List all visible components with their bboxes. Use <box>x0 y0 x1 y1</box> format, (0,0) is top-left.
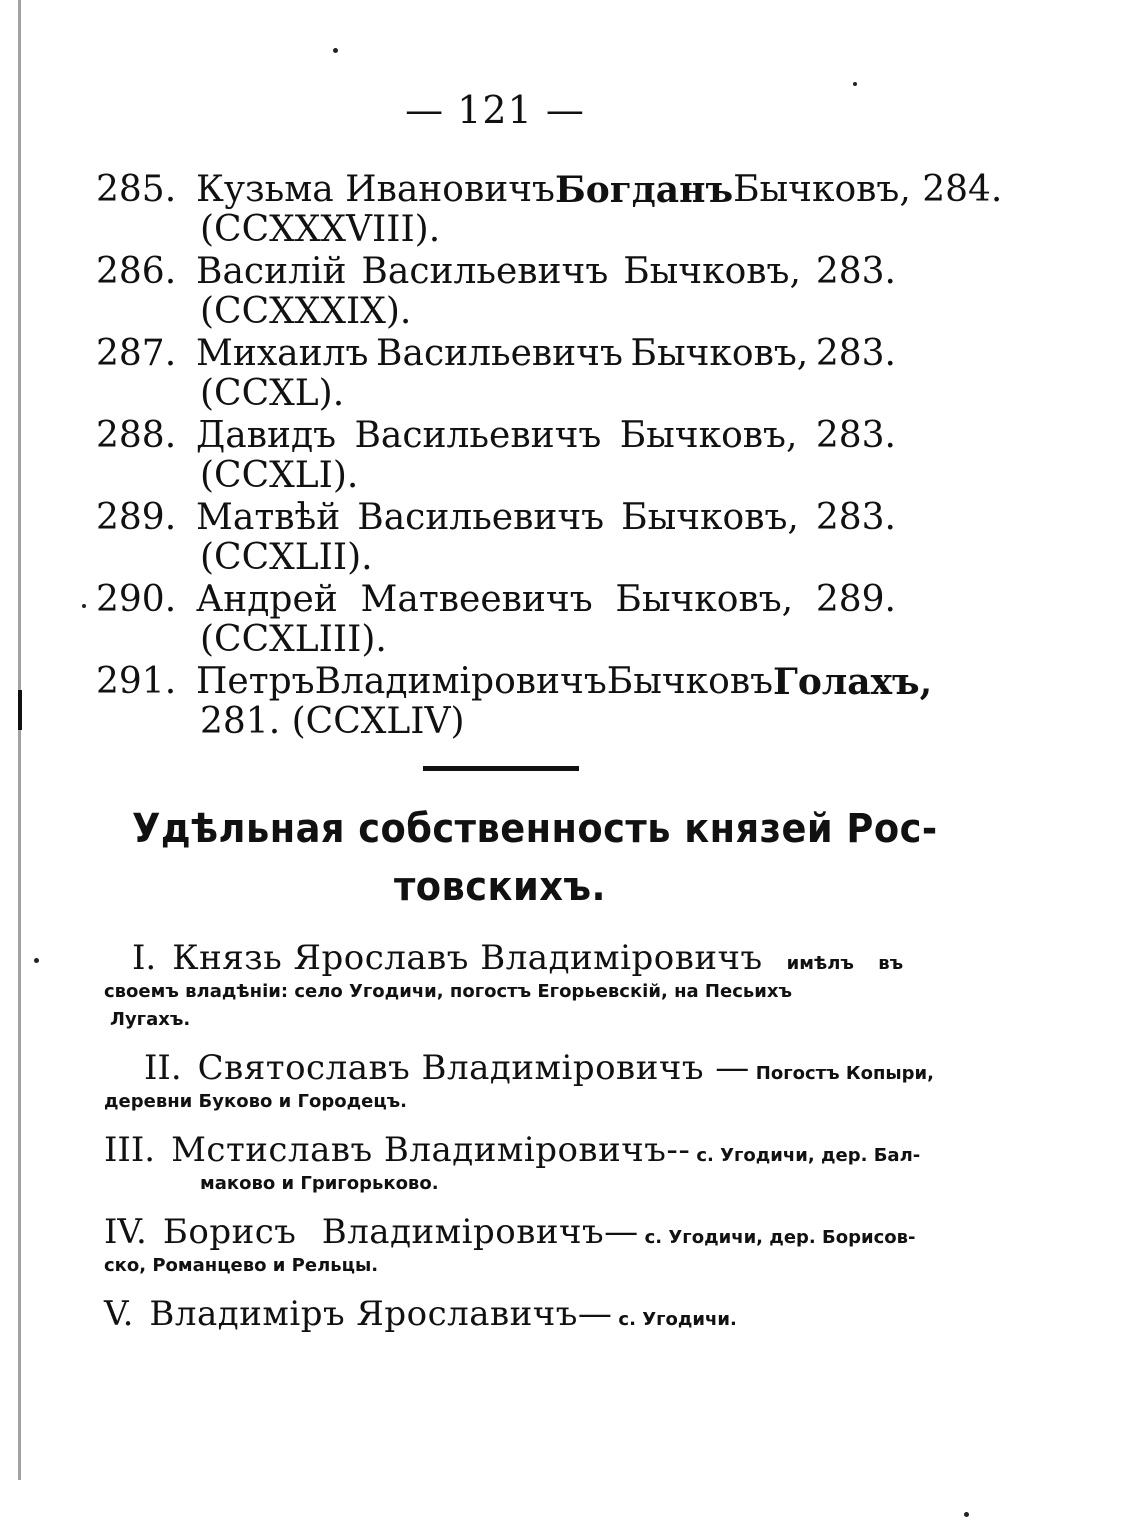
page-edge-mark <box>18 690 22 730</box>
holding-description-cont: маково и Григорьково. <box>200 1173 439 1194</box>
entry-number: 291. <box>96 661 177 702</box>
entry-name: Богданъ <box>554 169 734 211</box>
entry-surname: Бычковъ, <box>630 333 809 374</box>
entry-surname: Бычковъ, <box>623 251 801 292</box>
entry-number: 288. <box>96 415 177 456</box>
entry-name: Андрей <box>196 579 338 620</box>
holding-description: с. Угодичи, дер. Борисов- <box>644 1227 916 1248</box>
entry-patronymic: Васильевичъ <box>357 497 605 538</box>
print-speck <box>853 82 857 86</box>
holding-item <box>104 1048 935 1116</box>
entry-surname: Бычковъ <box>606 661 773 702</box>
genealogy-entry <box>96 498 896 580</box>
page-number: — 121 — <box>405 88 585 132</box>
entry-patronymic: Владиміровичъ <box>314 661 607 702</box>
section-title-line: Удѣльная собственность князей Рос- <box>132 806 938 852</box>
entry-name-line <box>196 661 933 703</box>
entry-reference: (CCXXXIX). <box>200 291 412 332</box>
holding-item <box>104 1294 900 1334</box>
roman-numeral: III. <box>104 1130 156 1170</box>
entry-number: 286. <box>96 251 177 292</box>
section-title <box>132 800 938 916</box>
entry-name: Петръ <box>196 661 315 702</box>
entry-patronymic: Васильевичъ <box>354 415 602 456</box>
holding-description-cont: своемъ владѣніи: село Угодичи, погостъ Егорьевскій, на Песьихъ <box>104 981 792 1002</box>
entry-name-line <box>196 580 896 620</box>
print-speck <box>964 1512 969 1517</box>
genealogy-entry <box>96 334 896 416</box>
print-speck <box>333 48 338 53</box>
holding-description-cont: ско, Романцево и Рельцы. <box>104 1255 379 1276</box>
entry-name-line <box>196 169 1003 211</box>
holding-item <box>104 1130 921 1198</box>
entry-reference: (CCXLII). <box>200 537 373 578</box>
genealogy-entry <box>96 416 896 498</box>
prince-name: Князь Ярославъ Владиміровичъ <box>172 938 763 978</box>
entry-reference: (CCXLI). <box>200 455 359 496</box>
entry-patronymic: Матвеевичъ <box>360 579 593 620</box>
section-divider <box>423 766 579 771</box>
entry-nickname: Голахъ, <box>773 661 933 703</box>
entry-reference: (CCXL). <box>200 373 345 414</box>
print-speck <box>34 958 39 963</box>
entry-number: 287. <box>96 333 177 374</box>
holding-description-cont: деревни Буково и Городецъ. <box>104 1091 408 1112</box>
genealogy-entry <box>96 580 896 662</box>
roman-numeral: II. <box>144 1048 182 1088</box>
entry-reference: (CCXXXVIII). <box>200 209 441 250</box>
entry-number: 290. <box>96 579 177 620</box>
entry-parent-ref: 283. <box>815 251 896 292</box>
entry-reference: 281. (CCXLIV) <box>200 701 465 742</box>
entry-name: Матвѣй <box>196 497 341 538</box>
holding-description: Погостъ Копыри, <box>755 1063 935 1084</box>
genealogy-entry <box>96 169 1003 252</box>
roman-numeral: IV. <box>104 1212 147 1252</box>
prince-name: Борисъ Владиміровичъ— <box>162 1212 639 1252</box>
holding-description: с. Угодичи, дер. Бал- <box>696 1145 921 1166</box>
entry-parent-ref: 283. <box>815 333 896 374</box>
entry-parent-ref: 289. <box>815 579 896 620</box>
entry-name-line <box>196 416 896 456</box>
entry-name-line <box>196 252 896 292</box>
entry-surname: Бычковъ, <box>619 415 798 456</box>
entry-number: 285. <box>96 169 177 210</box>
entry-name: Кузьма Ивановичъ <box>196 169 555 210</box>
holding-description-cont: Лугахъ. <box>110 1009 191 1030</box>
entry-name: Михаилъ <box>196 333 369 374</box>
entry-name: Василій <box>196 251 347 292</box>
holding-description: имѣлъ въ <box>786 953 904 974</box>
prince-name: Святославъ Владиміровичъ — <box>197 1048 750 1088</box>
holding-item <box>104 938 904 1034</box>
entry-patronymic: Васильевичъ <box>376 333 623 374</box>
entry-surname: Бычковъ, <box>621 497 799 538</box>
genealogy-entries <box>96 169 1003 744</box>
prince-name: Владиміръ Ярославичъ— <box>149 1294 613 1334</box>
section-title-line: товскихъ. <box>393 864 606 910</box>
entry-number: 289. <box>96 497 177 538</box>
roman-numeral: V. <box>104 1294 134 1334</box>
entry-name-line <box>196 334 896 374</box>
genealogy-entry <box>96 252 896 334</box>
holding-description: с. Угодичи. <box>618 1309 737 1330</box>
roman-numeral: I. <box>132 938 157 978</box>
entry-reference: (CCXLIII). <box>200 619 387 660</box>
appanage-holdings <box>104 938 935 1348</box>
entry-surname: Бычковъ, 284. <box>733 169 1003 210</box>
entry-surname: Бычковъ, <box>615 579 794 620</box>
print-speck <box>82 604 86 608</box>
entry-name-line <box>196 498 896 538</box>
page-edge-rule <box>18 0 21 1480</box>
entry-parent-ref: 283. <box>815 497 896 538</box>
entry-parent-ref: 283. <box>815 415 896 456</box>
entry-name: Давидъ <box>196 415 337 456</box>
prince-name: Мстиславъ Владиміровичъ-- <box>171 1130 691 1170</box>
holding-item <box>104 1212 916 1280</box>
genealogy-entry <box>96 661 933 744</box>
entry-patronymic: Васильевичъ <box>361 251 609 292</box>
